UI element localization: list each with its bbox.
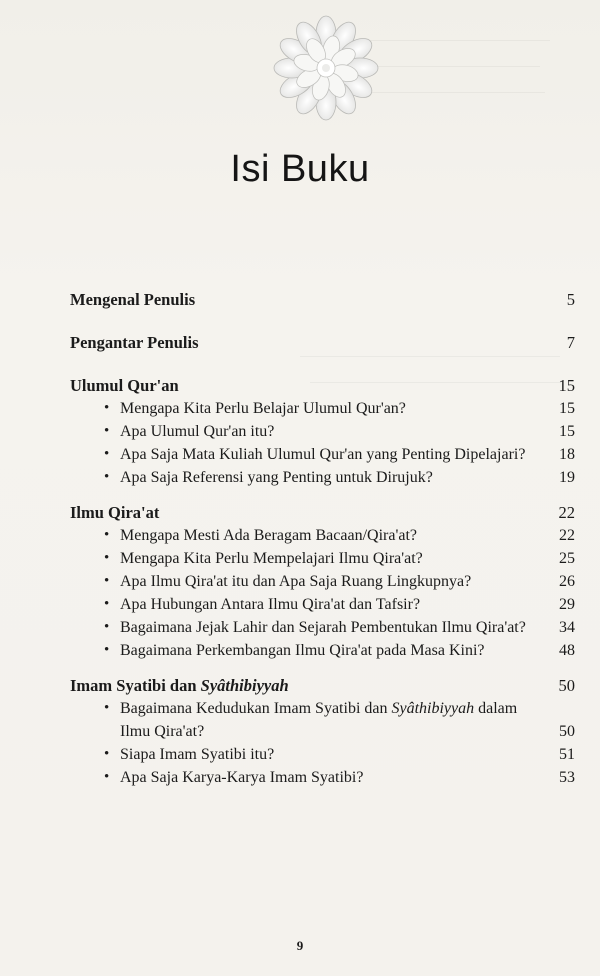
toc-item[interactable] — [70, 766, 575, 789]
section-page-number: 22 — [558, 503, 575, 522]
section-title: Mengenal Penulis — [70, 290, 196, 309]
section-title: Pengantar Penulis — [70, 333, 199, 352]
section-title-text: Imam Syatibi dan — [70, 676, 197, 695]
toc-section — [70, 288, 575, 311]
toc-item-text: Apa Ilmu Qira'at itu dan Apa Saja Ruang Lingkupnya? — [120, 573, 472, 590]
toc-item-text: Bagaimana Jejak Lahir dan Sejarah Pembentukan Ilmu Qira'at? — [120, 619, 526, 636]
toc-item-page: 22 — [559, 527, 575, 544]
toc-item-page: 15 — [559, 400, 575, 417]
toc-item[interactable] — [70, 420, 575, 443]
toc-item-page: 50 — [559, 723, 575, 740]
toc-item-page: 51 — [559, 746, 575, 763]
toc-section-heading[interactable] — [70, 331, 575, 354]
table-of-contents — [70, 288, 575, 801]
toc-item-text: Apa Saja Referensi yang Penting untuk Dirujuk? — [120, 469, 433, 486]
lotus-flower-ornament — [272, 14, 380, 122]
toc-item[interactable] — [70, 697, 575, 743]
toc-item[interactable] — [70, 397, 575, 420]
bullet-icon: • — [104, 700, 110, 716]
toc-item-page: 18 — [559, 446, 575, 463]
bullet-icon: • — [104, 769, 110, 785]
toc-item-text: Mengapa Kita Perlu Mempelajari Ilmu Qira'at? — [120, 550, 423, 567]
toc-item-list — [70, 397, 575, 489]
toc-section — [70, 331, 575, 354]
toc-item-page: 19 — [559, 469, 575, 486]
toc-item[interactable] — [70, 570, 575, 593]
page-title: Isi Buku — [230, 148, 370, 190]
toc-item-text: Mengapa Kita Perlu Belajar Ulumul Qur'an? — [120, 400, 406, 417]
bullet-icon: • — [104, 400, 110, 416]
toc-item[interactable] — [70, 639, 575, 662]
section-title — [70, 674, 289, 697]
section-title: Ulumul Qur'an — [70, 376, 179, 395]
toc-section-heading[interactable] — [70, 374, 575, 397]
section-page-number: 15 — [558, 376, 575, 395]
bullet-icon: • — [104, 619, 110, 635]
toc-section-heading[interactable] — [70, 288, 575, 311]
toc-item[interactable] — [70, 547, 575, 570]
toc-item[interactable] — [70, 743, 575, 766]
toc-item-text: Apa Saja Karya-Karya Imam Syatibi? — [120, 769, 364, 786]
toc-section-heading[interactable] — [70, 674, 575, 697]
page-number: 9 — [296, 938, 304, 953]
section-title-italic: Syâthibiyyah — [200, 676, 289, 695]
toc-item-list — [70, 524, 575, 662]
bullet-icon: • — [104, 573, 110, 589]
toc-item-text: Bagaimana Perkembangan Ilmu Qira'at pada Masa Kini? — [120, 642, 485, 659]
toc-section-heading[interactable] — [70, 501, 575, 524]
toc-item-page: 26 — [559, 573, 575, 590]
bullet-icon: • — [104, 527, 110, 543]
toc-item-list — [70, 697, 575, 789]
toc-item-text: Apa Hubungan Antara Ilmu Qira'at dan Tafsir? — [120, 596, 421, 613]
toc-item-text: Siapa Imam Syatibi itu? — [120, 746, 275, 763]
toc-item-text-italic: Syâthibiyyah — [391, 700, 475, 717]
toc-section — [70, 501, 575, 662]
bullet-icon: • — [104, 642, 110, 658]
toc-item-text: Mengapa Mesti Ada Beragam Bacaan/Qira'at? — [120, 527, 417, 544]
toc-item-page: 25 — [559, 550, 575, 567]
toc-item-text — [120, 697, 553, 743]
section-page-number: 7 — [566, 333, 575, 352]
toc-item[interactable] — [70, 443, 575, 466]
section-page-number: 5 — [566, 290, 575, 309]
bullet-icon: • — [104, 446, 110, 462]
bullet-icon: • — [104, 550, 110, 566]
toc-item-text: Apa Saja Mata Kuliah Ulumul Qur'an yang Penting Dipelajari? — [120, 446, 526, 463]
toc-item-text: Apa Ulumul Qur'an itu? — [120, 423, 275, 440]
toc-section — [70, 674, 575, 789]
toc-item[interactable] — [70, 524, 575, 547]
toc-section — [70, 374, 575, 489]
toc-item-page: 48 — [559, 642, 575, 659]
section-title: Ilmu Qira'at — [70, 503, 160, 522]
toc-item-page: 15 — [559, 423, 575, 440]
toc-item-text-part: dalam Ilmu Qira'at? — [120, 700, 518, 740]
toc-item[interactable] — [70, 466, 575, 489]
bullet-icon: • — [104, 746, 110, 762]
section-page-number: 50 — [558, 676, 575, 695]
bullet-icon: • — [104, 469, 110, 485]
bullet-icon: • — [104, 423, 110, 439]
toc-item[interactable] — [70, 616, 575, 639]
toc-item-page: 34 — [559, 619, 575, 636]
toc-item[interactable] — [70, 593, 575, 616]
bullet-icon: • — [104, 596, 110, 612]
toc-item-text-part: Bagaimana Kedudukan Imam Syatibi dan — [120, 700, 388, 717]
toc-item-page: 29 — [559, 596, 575, 613]
toc-item-page: 53 — [559, 769, 575, 786]
